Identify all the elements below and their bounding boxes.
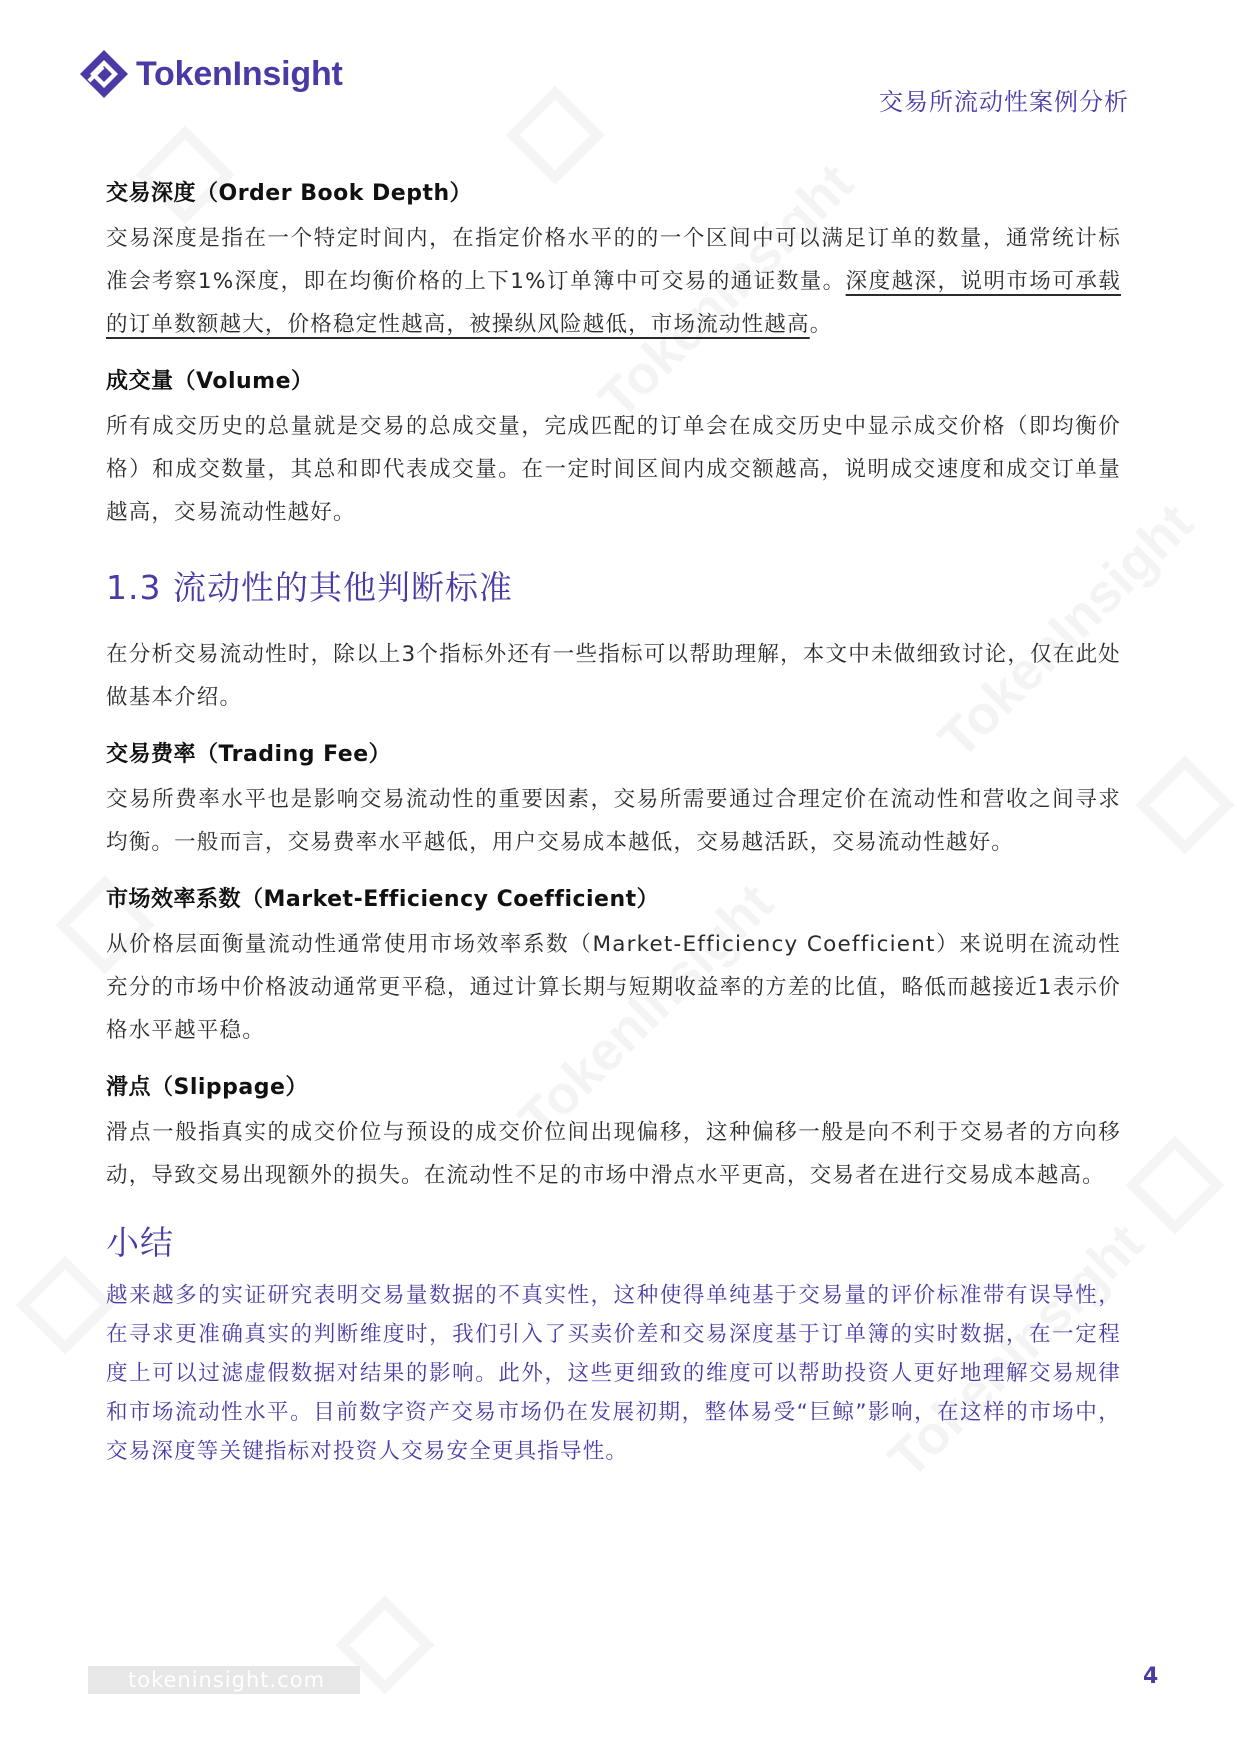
- section-text-other-criteria: 在分析交易流动性时，除以上3个指标外还有一些指标可以帮助理解，本文中未做细致讨论，仅在此处做基本介绍。: [106, 642, 1121, 710]
- section-text-trading-fee: 交易所费率水平也是影响交易流动性的重要因素，交易所需要通过合理定价在流动性和营收之间寻求均衡。一般而言，交易费率水平越低，用户交易成本越低，交易越活跃，交易流动性越好。: [106, 787, 1121, 855]
- section-heading-summary: 小结: [106, 1223, 174, 1262]
- watermark-icon: [1126, 1136, 1225, 1235]
- section-text-depth: [106, 217, 1121, 346]
- section-text-slippage: 滑点一般指真实的成交价位与预设的成交价位间出现偏移，这种偏移一般是向不利于交易者的方向移动，导致交易出现额外的损失。在流动性不足的市场中滑点水平更高，交易者在进行交易成本越高。: [106, 1120, 1121, 1188]
- watermark-icon: [16, 1256, 115, 1355]
- section-heading-market-efficiency: 市场效率系数（Market-Efficiency Coefficient）: [106, 887, 660, 912]
- section-heading-depth: 交易深度（Order Book Depth）: [106, 181, 473, 206]
- section-text-volume: 所有成交历史的总量就是交易的总成交量，完成匹配的订单会在成交历史中显示成交价格（即均衡价格）和成交数量，其总和即代表成交量。在一定时间区间内成交额越高，说明成交速度和成交订单量越高，交易流动性越好。: [106, 414, 1121, 525]
- watermark-icon: [506, 86, 605, 185]
- document-title: 交易所流动性案例分析: [879, 88, 1129, 116]
- depth-text-end: 。: [809, 312, 833, 337]
- depth-text: 交易深度是指在一个特定时间内，在指定价格水平的的一个区间中可以满足订单的数量，通常统计标准会考察1%深度，即在均衡价格的上下1%订单簿中可交易的通证数量。: [106, 226, 1121, 294]
- section-text-market-efficiency: 从价格层面衡量流动性通常使用市场效率系数（Market-Efficiency Coefficient）来说明在流动性充分的市场中价格波动通常更平稳，通过计算长期与短期收益率的方差的比值，略低而越接近1表示价格水平越平稳。: [106, 932, 1121, 1043]
- depth-underlined-text: 深度越深，说明市场可承载的订单数额越大，价格稳定性越高，被操纵风险越低，市场流动性越高: [106, 269, 1121, 337]
- section-heading-trading-fee: 交易费率（Trading Fee）: [106, 742, 392, 767]
- footer-website-link[interactable]: tokeninsight.com: [88, 1666, 360, 1694]
- tokeninsight-logo-icon: [78, 48, 130, 100]
- section-heading-volume: 成交量（Volume）: [106, 369, 314, 394]
- section-text-summary: 越来越多的实证研究表明交易量数据的不真实性，这种使得单纯基于交易量的评价标准带有误导性，在寻求更准确真实的判断维度时，我们引入了买卖价差和交易深度基于订单簿的实时数据，在一定程度上可以过滤虚假数据对结果的影响。此外，这些更细致的维度可以帮助投资人更好地理解交易规律和市场流动性水平。目前数字资产交易市场仍在发展初期，整体易受“巨鲸”影响，在这样的市场中，交易深度等关键指标对投资人交易安全更具指导性。: [106, 1283, 1121, 1464]
- page-number: 4: [1143, 1664, 1159, 1689]
- section-heading-other-criteria: 1.3 流动性的其他判断标准: [106, 568, 513, 607]
- brand-logo: [78, 48, 343, 100]
- main-content: [106, 176, 1121, 1489]
- section-heading-slippage: 滑点（Slippage）: [106, 1075, 308, 1100]
- watermark-icon: [1136, 756, 1235, 855]
- logo-text: TokenInsight: [136, 54, 343, 93]
